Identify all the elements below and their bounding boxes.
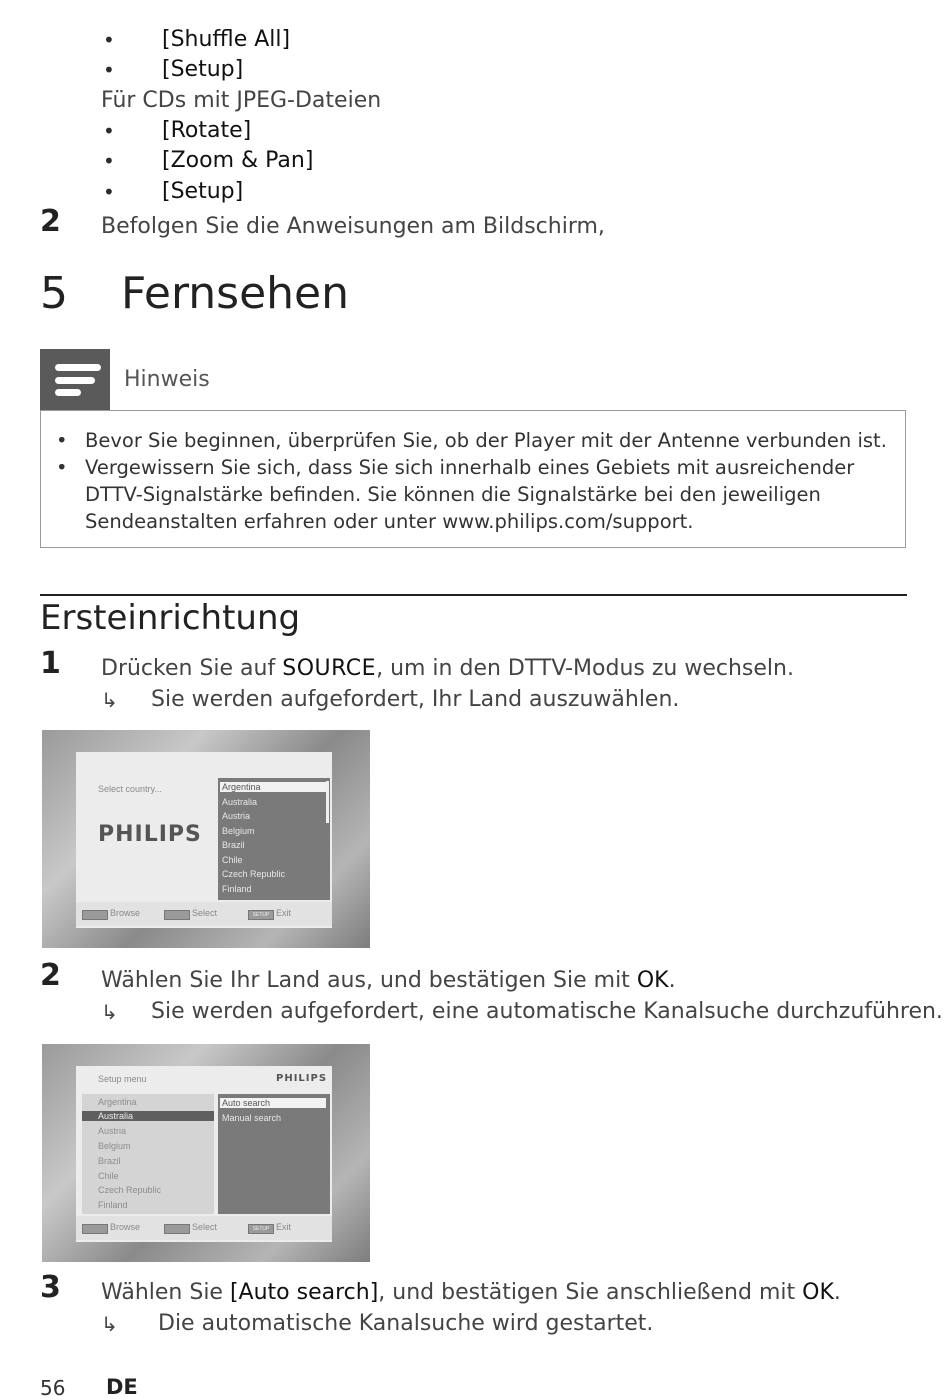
select-key-icon — [164, 1224, 190, 1234]
note-icon — [40, 349, 110, 411]
bullet-glyph: • — [103, 119, 115, 143]
jpeg-heading: Für CDs mit JPEG-Dateien — [101, 88, 382, 113]
list-item[interactable]: Chile — [222, 855, 243, 865]
menu-title: Setup menu — [98, 1074, 147, 1084]
note-text-line: Bevor Sie beginnen, überprüfen Sie, ob der Player mit der Antenne verbunden ist. — [85, 429, 887, 452]
list-item[interactable]: Finland — [222, 884, 252, 894]
list-item[interactable]: Austria — [98, 1126, 127, 1136]
step-text: Drücken Sie auf SOURCE, um in den DTTV-Modus zu wechseln. — [101, 656, 794, 681]
step-number: 1 — [40, 646, 61, 681]
list-item[interactable]: Australia — [222, 797, 258, 807]
browse-key-icon — [82, 910, 108, 920]
key-ok: OK — [636, 968, 669, 993]
list-item[interactable]: Finland — [98, 1200, 128, 1210]
list-item[interactable]: Czech Republic — [222, 869, 286, 879]
chapter-number: 5 — [40, 268, 68, 319]
scrollbar[interactable] — [326, 781, 329, 823]
result-arrow-icon: ↳ — [101, 688, 118, 712]
bullet-glyph: • — [56, 456, 68, 479]
bullet-glyph: • — [56, 429, 68, 452]
step-text: Wählen Sie [Auto search], und bestätigen Sie anschließend mit OK. — [101, 1280, 841, 1305]
key-ok: OK — [802, 1280, 834, 1305]
section-rule — [40, 594, 907, 596]
key-auto-search: [Auto search] — [229, 1280, 379, 1305]
key-source: SOURCE — [282, 656, 377, 681]
footer-bar — [76, 1216, 332, 1240]
step-result: Sie werden aufgefordert, Ihr Land auszuwählen. — [151, 687, 680, 712]
note-text-line: DTTV-Signalstärke befinden. Sie können die Signalstärke bei den jeweiligen — [85, 483, 821, 506]
note-text-line: Sendeanstalten erfahren oder unter www.philips.com/support. — [85, 510, 694, 533]
list-item[interactable]: Belgium — [222, 826, 255, 836]
menu-option-shuffle-all: [Shuffle All] — [162, 27, 291, 52]
list-item[interactable]: Austria — [222, 811, 251, 821]
select-key-icon — [164, 910, 190, 920]
list-item[interactable]: Brazil — [222, 840, 245, 850]
step-number: 2 — [40, 958, 61, 993]
exit-label: Exit — [276, 1222, 292, 1232]
bullet-glyph: • — [103, 58, 115, 82]
menu-option-setup: [Setup] — [162, 57, 244, 82]
section-title: Ersteinrichtung — [40, 598, 301, 638]
bullet-glyph: • — [103, 149, 115, 173]
chapter-title: Fernsehen — [121, 268, 350, 319]
bullet-glyph: • — [103, 28, 115, 52]
result-arrow-icon: ↳ — [101, 1312, 118, 1336]
page-number: 56 — [40, 1376, 66, 1400]
language-code: DE — [106, 1375, 138, 1399]
screenshot-select-country — [42, 730, 370, 948]
philips-logo: PHILIPS — [98, 822, 202, 847]
note-label: Hinweis — [124, 367, 210, 392]
select-label: Select — [192, 1222, 218, 1232]
step-result: Sie werden aufgefordert, eine automatische Kanalsuche durchzuführen. — [151, 999, 943, 1024]
result-arrow-icon: ↳ — [101, 1000, 118, 1024]
list-item[interactable]: Czech Republic — [98, 1185, 162, 1195]
step-number: 2 — [40, 204, 61, 239]
setup-key-icon: SETUP — [248, 910, 274, 920]
setup-key-icon: SETUP — [248, 1224, 274, 1234]
step-text: Befolgen Sie die Anweisungen am Bildschirm, — [101, 214, 605, 239]
country-list[interactable] — [218, 778, 330, 900]
step-number: 3 — [40, 1270, 61, 1305]
list-item[interactable]: Chile — [98, 1171, 119, 1181]
browse-key-icon — [82, 1224, 108, 1234]
step-text: Wählen Sie Ihr Land aus, und bestätigen Sie mit OK. — [101, 968, 676, 993]
search-options-list[interactable] — [218, 1094, 330, 1214]
browse-label: Browse — [110, 1222, 141, 1232]
menu-option-setup: [Setup] — [162, 179, 244, 204]
note-text-line: Vergewissern Sie sich, dass Sie sich innerhalb eines Gebiets mit ausreichender — [85, 456, 855, 479]
screenshot-setup-menu — [42, 1044, 370, 1262]
list-item-auto-search[interactable]: Auto search — [220, 1098, 326, 1108]
list-item-manual-search[interactable]: Manual search — [222, 1113, 282, 1123]
prompt-text: Select country... — [98, 784, 162, 794]
bullet-glyph: • — [103, 180, 115, 204]
list-item[interactable]: Australia — [82, 1111, 214, 1121]
list-item[interactable]: Argentina — [220, 782, 326, 792]
browse-label: Browse — [110, 908, 141, 918]
list-item[interactable]: Belgium — [98, 1141, 131, 1151]
philips-logo: PHILIPS — [276, 1073, 328, 1084]
step-result: Die automatische Kanalsuche wird gestartet. — [158, 1311, 654, 1336]
menu-option-rotate: [Rotate] — [162, 118, 252, 143]
menu-option-zoom-pan: [Zoom & Pan] — [162, 148, 314, 173]
exit-label: Exit — [276, 908, 292, 918]
list-item[interactable]: Brazil — [98, 1156, 121, 1166]
select-label: Select — [192, 908, 218, 918]
list-item[interactable]: Argentina — [98, 1097, 137, 1107]
footer-bar — [76, 902, 332, 926]
